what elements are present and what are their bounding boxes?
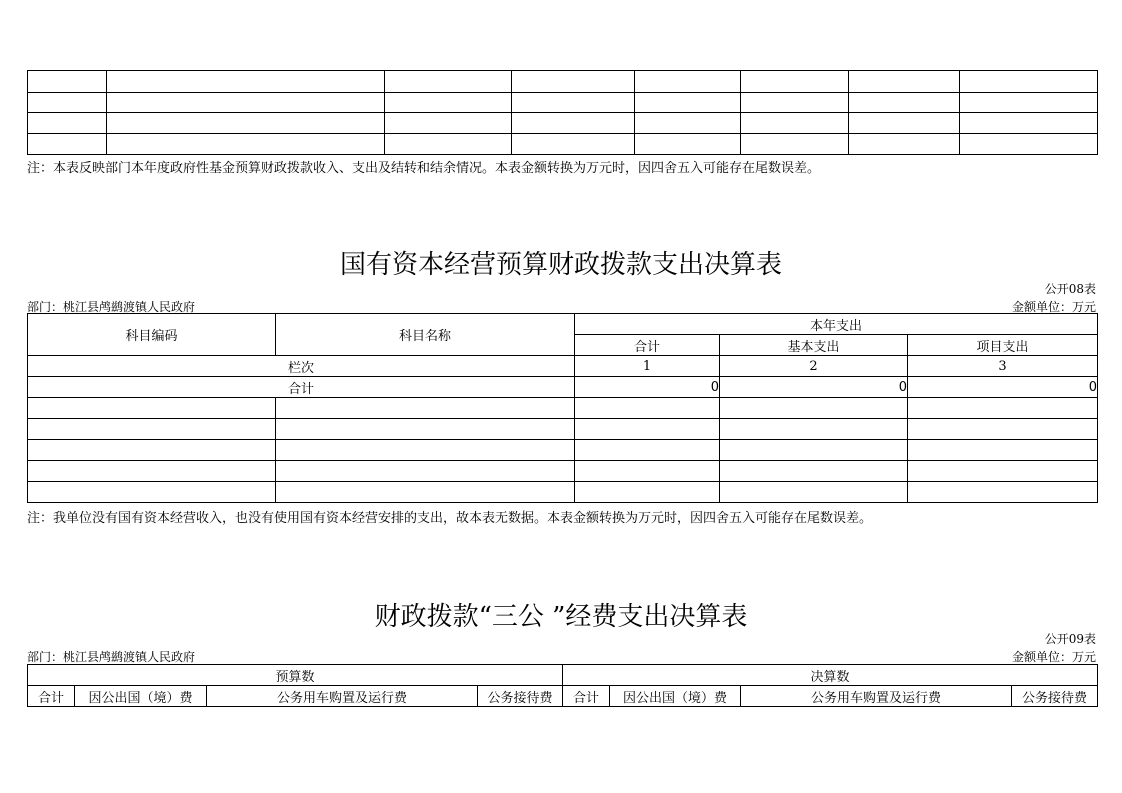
header-budget: 预算数: [28, 665, 563, 686]
table-row: [28, 93, 1098, 113]
page-title: 国有资本经营预算财政拨款支出决算表: [339, 250, 782, 280]
department-label: 部门：桃江县鸬鹚渡镇人民政府: [27, 300, 196, 314]
header-project: 项目支出: [908, 335, 1098, 356]
table-row: [28, 419, 1098, 440]
table-row: [28, 71, 1098, 93]
total-value-2: 0: [720, 377, 908, 398]
budget-col-reception: 公务接待费: [478, 686, 563, 707]
header-current-year: 本年支出: [575, 314, 1098, 335]
table-row: [28, 398, 1098, 419]
unit-label: 金额单位：万元: [1011, 650, 1096, 664]
header-total: 合计: [575, 335, 720, 356]
total-row-label: 合计: [28, 377, 575, 398]
table-row: [28, 377, 1098, 398]
final-col-reception: 公务接待费: [1012, 686, 1098, 707]
column-index-2: 2: [720, 356, 908, 377]
fund-budget-table-tail: [27, 70, 1098, 155]
header-final: 决算数: [563, 665, 1098, 686]
final-col-vehicle: 公务用车购置及运行费: [741, 686, 1012, 707]
table-row: [28, 482, 1098, 503]
table-row: [28, 461, 1098, 482]
table-row: [28, 356, 1098, 377]
budget-col-total: 合计: [28, 686, 75, 707]
state-capital-expenditure-table: [27, 313, 1098, 503]
header-code: 科目编码: [28, 314, 276, 356]
table-note: 注：本表反映部门本年度政府性基金预算财政拨款收入、支出及结转和结余情况。本表金额转换为万元时，因四舍五入可能存在尾数误差。: [27, 161, 821, 176]
table-note: 注：我单位没有国有资本经营收入，也没有使用国有资本经营安排的支出，故本表无数据。本表金额转换为万元时，因四舍五入可能存在尾数误差。: [27, 511, 873, 526]
final-col-total: 合计: [563, 686, 610, 707]
header-name: 科目名称: [276, 314, 575, 356]
total-value-1: 0: [575, 377, 720, 398]
unit-label: 金额单位：万元: [1011, 300, 1096, 314]
header-basic: 基本支出: [720, 335, 908, 356]
table-row: [28, 134, 1098, 155]
budget-col-abroad: 因公出国（境）费: [75, 686, 207, 707]
final-col-abroad: 因公出国（境）费: [610, 686, 741, 707]
table-row: [28, 113, 1098, 134]
department-label: 部门：桃江县鸬鹚渡镇人民政府: [27, 650, 196, 664]
table-number: 公开09表: [1044, 632, 1096, 646]
total-value-3: 0: [908, 377, 1098, 398]
column-index-1: 1: [575, 356, 720, 377]
three-public-expenses-table: [27, 664, 1098, 707]
column-index-label: 栏次: [28, 356, 575, 377]
column-index-3: 3: [908, 356, 1098, 377]
page-title: 财政拨款“三公 ”经费支出决算表: [374, 602, 748, 632]
table-row: [28, 440, 1098, 461]
budget-col-vehicle: 公务用车购置及运行费: [207, 686, 478, 707]
table-number: 公开08表: [1044, 282, 1096, 296]
